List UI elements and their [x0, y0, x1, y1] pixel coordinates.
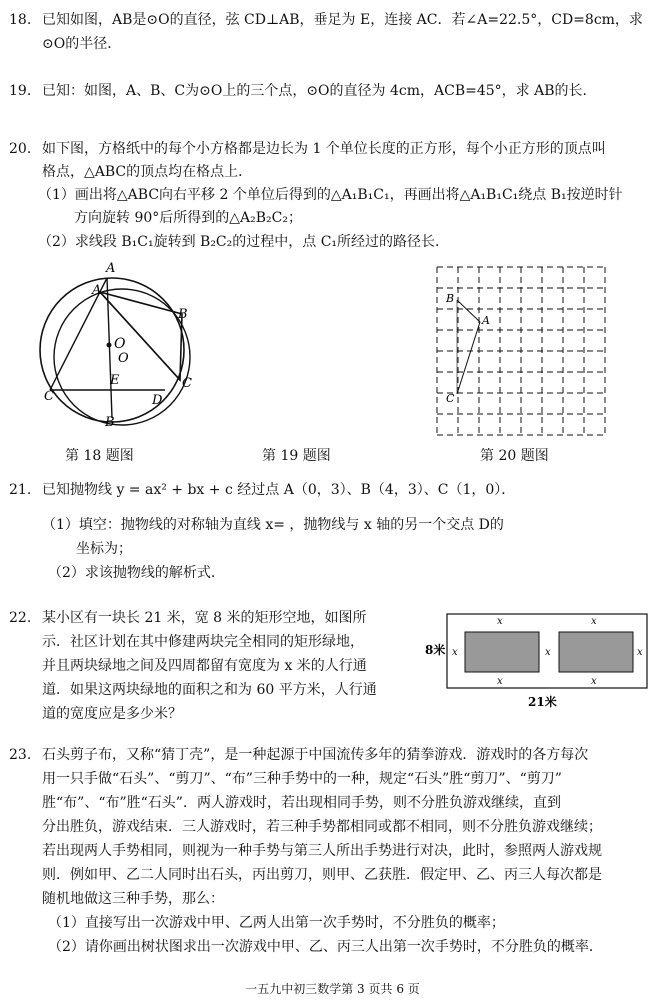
figure-caption: 第 18 题图	[65, 448, 134, 464]
x-label: x	[591, 616, 597, 627]
question-text: ⊙O的半径．	[42, 36, 122, 52]
question-part: 坐标为；	[76, 541, 132, 557]
question-text: 并且两块绿地之间及四周都留有宽度为 x 米的人行通	[42, 658, 367, 674]
point-label: E	[110, 373, 120, 388]
point-label: B	[105, 415, 115, 430]
question-text: 则．例如甲、乙二人同时出石头，丙出剪刀，则甲、乙获胜．假定甲、乙、丙三人每次都是	[42, 867, 602, 883]
x-label: x	[637, 647, 643, 658]
figure-18-19	[30, 262, 250, 432]
question-text: 胜“布”、“布”胜“石头”．两人游戏时，若出现相同手势，则不分胜负游戏继续，直到	[42, 795, 561, 811]
question-part: （2）请你画出树状图求出一次游戏中甲、乙、丙三人出第一次手势时，不分胜负的概率．	[48, 939, 603, 955]
question-text: 分出胜负，游戏结束．三人游戏时，若三种手势都相同或都不相同，则不分胜负游戏继续；	[42, 819, 602, 835]
question-part: （1）填空：抛物线的对称轴为直线 x= ，抛物线与 x 轴的另一个交点 D的	[42, 517, 504, 533]
x-label: x	[545, 647, 551, 658]
question-part: （1）直接写出一次游戏中甲、乙两人出第一次手势时，不分胜负的概率；	[48, 915, 505, 931]
question-text: 某小区有一块长 21 米，宽 8 米的矩形空地，如图所	[42, 610, 367, 626]
point-label: C	[182, 376, 192, 391]
figure-22	[425, 612, 650, 712]
point-label: O	[114, 336, 126, 352]
x-label: x	[497, 616, 503, 627]
question-number: 22.	[9, 610, 32, 626]
length-label: 21米	[528, 695, 557, 709]
point-label: B	[446, 292, 455, 305]
x-label: x	[497, 676, 503, 687]
point-label: A	[92, 283, 102, 298]
point-label: B	[178, 307, 188, 322]
point-label: O	[118, 351, 129, 366]
question-text: 石头剪子布，又称“猜丁壳”，是一种起源于中国流传多年的猜拳游戏．游戏时的各方每次	[42, 747, 589, 763]
question-text: 如下图，方格纸中的每个小方格都是边长为 1 个单位长度的正方形，每个小正方形的顶点叫	[42, 141, 606, 157]
figure-caption: 第 20 题图	[480, 448, 549, 464]
point-label: A	[106, 262, 116, 276]
question-part: （1）画出将△ABC向右平移 2 个单位后得到的△A₁B₁C₁，再画出将△A₁B₁C₁绕点 B₁按逆时针	[38, 187, 623, 203]
point-label: C	[446, 392, 455, 405]
question-text: 随机地做这三种手势，那么：	[42, 891, 224, 907]
question-number: 21.	[9, 482, 32, 498]
question-text: 格点，△ABC的顶点均在格点上．	[42, 164, 253, 180]
question-text: 已知抛物线 y = ax² + bx + c 经过点 A（0，3）、B（4，3）、C（1，0）．	[42, 482, 516, 498]
question-part: 方向旋转 90°后所得到的△A₂B₂C₂；	[74, 210, 302, 226]
x-label: x	[452, 647, 458, 658]
question-text: 若出现两人手势相同，则视为一种手势与第三人所出手势进行对决，此时，参照两人游戏规	[42, 843, 602, 859]
question-text: 已知：如图，A、B、C为⊙O上的三个点，⊙O的直径为 4cm，ACB=45°，求 AB的长．	[42, 83, 597, 99]
point-label: C	[44, 389, 54, 404]
question-number: 20.	[9, 141, 32, 157]
question-number: 19.	[9, 83, 32, 99]
question-text: 已知如图，AB是⊙O的直径，弦 CD⊥AB，垂足为 E，连接 AC．若∠A=22.5°，CD=8cm，求	[42, 12, 643, 28]
figure-20-grid	[432, 262, 612, 440]
question-text: 示．社区计划在其中修建两块完全相同的矩形绿地，	[42, 634, 364, 650]
question-text: 道的宽度应是多少米？	[42, 706, 182, 722]
question-part: （2）求该抛物线的解析式．	[48, 565, 225, 581]
page-footer: 一五九中初三数学第 3 页共 6 页	[245, 982, 420, 996]
question-number: 23.	[9, 747, 32, 763]
x-label: x	[591, 676, 597, 687]
width-label: 8米	[425, 643, 446, 657]
question-number: 18.	[9, 12, 32, 28]
question-part: （2）求线段 B₁C₁旋转到 B₂C₂的过程中，点 C₁所经过的路径长．	[38, 234, 450, 250]
figure-caption: 第 19 题图	[262, 448, 331, 464]
point-label: A	[482, 314, 490, 327]
question-text: 道．如果这两块绿地的面积之和为 60 平方米，人行通	[42, 682, 377, 698]
question-text: 用一只手做“石头”、“剪刀”、“布”三种手势中的一种，规定“石头”胜“剪刀”、“剪刀”	[42, 771, 562, 787]
point-label: D	[152, 393, 163, 408]
